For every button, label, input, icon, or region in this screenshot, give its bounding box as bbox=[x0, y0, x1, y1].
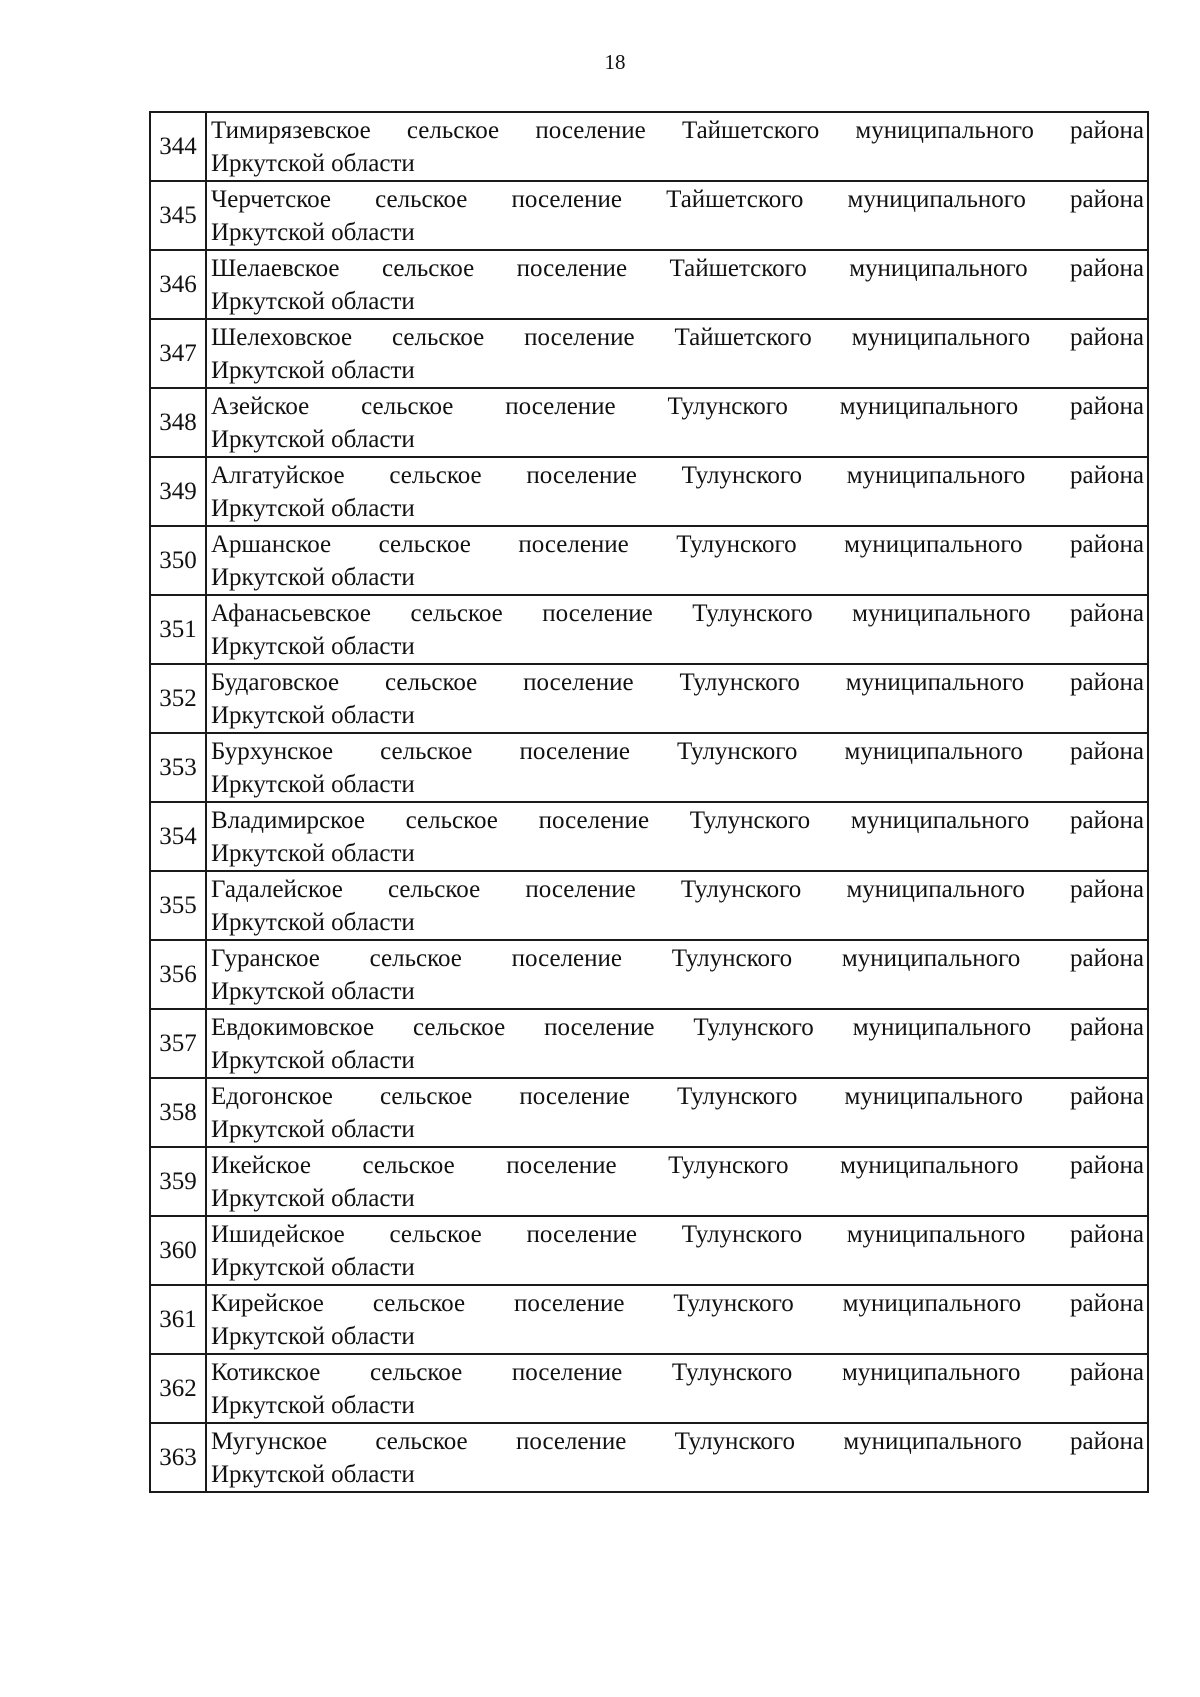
settlement-word: муниципального bbox=[852, 1013, 1032, 1041]
settlement-word: Тайшетского bbox=[674, 323, 812, 351]
settlement-name-words bbox=[211, 597, 1144, 630]
settlement-name-words bbox=[211, 1218, 1144, 1251]
table-row bbox=[150, 871, 1148, 940]
settlement-word: района bbox=[1070, 185, 1144, 213]
settlement-word: поселение bbox=[519, 1082, 630, 1110]
table-row bbox=[150, 181, 1148, 250]
settlement-name-cell bbox=[206, 1423, 1148, 1492]
settlement-name-words bbox=[211, 1425, 1144, 1458]
settlement-word: сельское bbox=[369, 1358, 463, 1386]
settlement-name-line1 bbox=[211, 114, 1144, 147]
settlement-word: муниципального bbox=[847, 185, 1026, 213]
settlement-name-line2: Иркутской области bbox=[211, 563, 415, 591]
settlement-word: муниципального bbox=[855, 116, 1034, 144]
settlement-word: района bbox=[1070, 806, 1144, 834]
settlement-word: поселение bbox=[526, 461, 637, 489]
settlement-word: муниципального bbox=[850, 806, 1030, 834]
table-row bbox=[150, 457, 1148, 526]
settlement-word: Тулунского bbox=[676, 530, 797, 558]
settlement-word: района bbox=[1070, 1013, 1144, 1041]
settlement-name-cell bbox=[206, 1285, 1148, 1354]
settlement-word: поселение bbox=[542, 599, 653, 627]
settlement-word: Тулунского bbox=[681, 461, 803, 489]
settlement-name-cell bbox=[206, 457, 1148, 526]
settlement-name-line1 bbox=[211, 528, 1144, 561]
settlement-word: сельское bbox=[372, 1289, 466, 1317]
settlement-word: сельское bbox=[375, 1427, 468, 1455]
settlement-name-line1 bbox=[211, 1287, 1144, 1320]
settlement-name-line2: Иркутской области bbox=[211, 977, 415, 1005]
settlement-word: Мугунское bbox=[211, 1427, 328, 1455]
settlement-word: сельское bbox=[410, 599, 503, 627]
settlement-word: муниципального bbox=[839, 392, 1019, 420]
settlement-word: Шелеховское bbox=[211, 323, 353, 351]
settlement-name-words bbox=[211, 1149, 1144, 1182]
settlement-word: сельское bbox=[380, 737, 473, 765]
settlement-name-words bbox=[211, 114, 1144, 147]
table-body bbox=[150, 112, 1148, 1492]
settlement-word: сельское bbox=[406, 116, 500, 144]
row-number: 348 bbox=[150, 388, 206, 457]
row-number: 357 bbox=[150, 1009, 206, 1078]
row-number: 345 bbox=[150, 181, 206, 250]
settlement-name-cell bbox=[206, 1147, 1148, 1216]
row-number: 358 bbox=[150, 1078, 206, 1147]
settlement-name-line2: Иркутской области bbox=[211, 149, 415, 177]
row-number: 350 bbox=[150, 526, 206, 595]
settlement-word: района bbox=[1070, 1427, 1144, 1455]
settlement-name-line2: Иркутской области bbox=[211, 1184, 415, 1212]
settlement-word: Ишидейское bbox=[211, 1220, 345, 1248]
settlement-word: муниципального bbox=[851, 323, 1031, 351]
table-row bbox=[150, 526, 1148, 595]
settlement-name-cell bbox=[206, 1216, 1148, 1285]
settlement-word: района bbox=[1070, 1220, 1144, 1248]
settlement-word: района bbox=[1070, 1289, 1144, 1317]
table-row bbox=[150, 388, 1148, 457]
settlement-word: Едогонское bbox=[211, 1082, 333, 1110]
settlement-word: Алгатуйское bbox=[211, 461, 345, 489]
settlement-name-line2: Иркутской области bbox=[211, 770, 415, 798]
settlement-name-line2: Иркутской области bbox=[211, 701, 415, 729]
settlement-word: Тулунского bbox=[668, 1151, 789, 1179]
settlement-word: района bbox=[1070, 461, 1144, 489]
table-row bbox=[150, 802, 1148, 871]
settlement-word: сельское bbox=[378, 530, 471, 558]
settlement-name-line2: Иркутской области bbox=[211, 908, 415, 936]
row-number: 359 bbox=[150, 1147, 206, 1216]
settlement-word: муниципального bbox=[841, 1358, 1021, 1386]
table-row bbox=[150, 595, 1148, 664]
settlement-word: сельское bbox=[412, 1013, 506, 1041]
settlement-name-line1 bbox=[211, 735, 1144, 768]
table-row bbox=[150, 940, 1148, 1009]
settlement-word: муниципального bbox=[840, 1151, 1019, 1179]
settlement-word: сельское bbox=[375, 185, 468, 213]
settlement-name-words bbox=[211, 1287, 1144, 1320]
settlement-word: сельское bbox=[389, 461, 482, 489]
settlement-name-line2: Иркутской области bbox=[211, 839, 415, 867]
settlement-name-cell bbox=[206, 1078, 1148, 1147]
table-row bbox=[150, 1354, 1148, 1423]
settlement-word: Тулунского bbox=[693, 1013, 814, 1041]
settlement-name-words bbox=[211, 459, 1144, 492]
settlement-word: муниципального bbox=[843, 1427, 1022, 1455]
settlement-name-words bbox=[211, 873, 1144, 906]
settlement-word: Тулунского bbox=[681, 1220, 803, 1248]
settlement-word: сельское bbox=[380, 1082, 473, 1110]
settlement-word: Тулунского bbox=[679, 668, 800, 696]
settlement-word: Черчетское bbox=[211, 185, 331, 213]
settlement-word: района bbox=[1070, 116, 1144, 144]
settlement-word: района bbox=[1070, 875, 1144, 903]
row-number: 351 bbox=[150, 595, 206, 664]
settlement-name-line1 bbox=[211, 1218, 1144, 1251]
settlement-name-line2: Иркутской области bbox=[211, 425, 415, 453]
row-number: 361 bbox=[150, 1285, 206, 1354]
settlement-word: муниципального bbox=[846, 461, 1026, 489]
settlement-name-line2: Иркутской области bbox=[211, 287, 415, 315]
settlement-word: Тулунского bbox=[692, 599, 813, 627]
settlement-word: района bbox=[1070, 1151, 1144, 1179]
row-number: 362 bbox=[150, 1354, 206, 1423]
row-number: 352 bbox=[150, 664, 206, 733]
settlement-word: района bbox=[1070, 530, 1144, 558]
settlements-table bbox=[149, 111, 1149, 1493]
settlement-name-cell bbox=[206, 181, 1148, 250]
settlement-name-line1 bbox=[211, 942, 1144, 975]
settlement-name-line2: Иркутской области bbox=[211, 218, 415, 246]
settlement-word: муниципального bbox=[844, 530, 1023, 558]
settlement-name-words bbox=[211, 390, 1144, 423]
table-row bbox=[150, 1009, 1148, 1078]
table-row bbox=[150, 1216, 1148, 1285]
settlement-name-line1 bbox=[211, 666, 1144, 699]
row-number: 344 bbox=[150, 112, 206, 181]
settlement-word: сельское bbox=[361, 392, 454, 420]
settlement-word: Азейское bbox=[211, 392, 310, 420]
settlement-word: Кирейское bbox=[211, 1289, 324, 1317]
settlement-word: поселение bbox=[515, 1427, 627, 1455]
settlement-word: Тулунского bbox=[680, 875, 802, 903]
table-row bbox=[150, 112, 1148, 181]
settlement-name-line1 bbox=[211, 873, 1144, 906]
settlement-name-cell bbox=[206, 733, 1148, 802]
settlement-name-words bbox=[211, 528, 1144, 561]
settlement-word: муниципального bbox=[852, 599, 1031, 627]
settlement-name-cell bbox=[206, 1009, 1148, 1078]
settlement-name-line2: Иркутской области bbox=[211, 494, 415, 522]
settlement-word: района bbox=[1070, 668, 1144, 696]
settlement-name-words bbox=[211, 1080, 1144, 1113]
settlement-word: поселение bbox=[505, 392, 616, 420]
settlement-word: муниципального bbox=[844, 737, 1023, 765]
settlement-word: муниципального bbox=[846, 875, 1025, 903]
settlement-name-cell bbox=[206, 1354, 1148, 1423]
table-row bbox=[150, 250, 1148, 319]
settlement-word: поселение bbox=[544, 1013, 655, 1041]
table-row bbox=[150, 1285, 1148, 1354]
settlement-name-line1 bbox=[211, 390, 1144, 423]
settlement-word: сельское bbox=[387, 875, 481, 903]
settlement-name-cell bbox=[206, 250, 1148, 319]
settlement-word: сельское bbox=[392, 323, 485, 351]
settlement-word: Евдокимовское bbox=[211, 1013, 375, 1041]
settlement-name-line2: Иркутской области bbox=[211, 1391, 415, 1419]
table-row bbox=[150, 1423, 1148, 1492]
settlement-name-words bbox=[211, 183, 1144, 216]
settlement-name-words bbox=[211, 321, 1144, 354]
settlement-name-line1 bbox=[211, 597, 1144, 630]
row-number: 360 bbox=[150, 1216, 206, 1285]
settlement-word: Тулунского bbox=[689, 806, 811, 834]
settlement-word: Тулунского bbox=[667, 392, 788, 420]
settlement-word: района bbox=[1070, 323, 1144, 351]
settlement-name-line1 bbox=[211, 183, 1144, 216]
settlement-word: поселение bbox=[538, 806, 650, 834]
settlement-name-line1 bbox=[211, 321, 1144, 354]
row-number: 354 bbox=[150, 802, 206, 871]
settlement-name-line2: Иркутской области bbox=[211, 1046, 415, 1074]
settlement-word: поселение bbox=[516, 254, 628, 282]
settlement-word: муниципального bbox=[842, 1289, 1022, 1317]
table-row bbox=[150, 1147, 1148, 1216]
settlement-name-line1 bbox=[211, 459, 1144, 492]
settlement-word: Котикское bbox=[211, 1358, 321, 1386]
row-number: 363 bbox=[150, 1423, 206, 1492]
settlement-word: сельское bbox=[362, 1151, 455, 1179]
settlement-name-line1 bbox=[211, 1149, 1144, 1182]
settlement-name-line1 bbox=[211, 1080, 1144, 1113]
settlement-word: Тулунского bbox=[671, 944, 793, 972]
settlement-word: поселение bbox=[518, 530, 629, 558]
table-row bbox=[150, 319, 1148, 388]
settlement-word: Бурхунское bbox=[211, 737, 334, 765]
settlement-word: Тулунского bbox=[676, 1082, 798, 1110]
settlement-name-words bbox=[211, 1011, 1144, 1044]
settlement-word: муниципального bbox=[849, 254, 1028, 282]
settlement-name-line1 bbox=[211, 252, 1144, 285]
settlement-word: Тулунского bbox=[671, 1358, 793, 1386]
settlement-word: муниципального bbox=[846, 1220, 1026, 1248]
settlement-word: поселение bbox=[525, 875, 636, 903]
settlement-word: поселение bbox=[535, 116, 646, 144]
row-number: 353 bbox=[150, 733, 206, 802]
settlement-word: Тайшетского bbox=[666, 185, 804, 213]
settlement-word: Икейское bbox=[211, 1151, 311, 1179]
settlement-word: Тимирязевское bbox=[211, 116, 371, 144]
settlement-word: сельское bbox=[405, 806, 498, 834]
settlement-word: Гадалейское bbox=[211, 875, 343, 903]
settlement-word: района bbox=[1070, 1358, 1144, 1386]
settlement-word: поселение bbox=[526, 1220, 637, 1248]
settlement-name-line2: Иркутской области bbox=[211, 1322, 415, 1350]
settlement-word: Тулунского bbox=[677, 737, 798, 765]
settlement-word: Владимирское bbox=[211, 806, 365, 834]
settlement-word: Шелаевское bbox=[211, 254, 340, 282]
settlement-word: поселение bbox=[523, 668, 634, 696]
settlement-name-line1 bbox=[211, 1425, 1144, 1458]
settlement-word: поселение bbox=[511, 185, 622, 213]
settlement-name-cell bbox=[206, 595, 1148, 664]
settlement-name-line1 bbox=[211, 1356, 1144, 1389]
settlement-name-cell bbox=[206, 112, 1148, 181]
settlement-name-words bbox=[211, 942, 1144, 975]
settlement-name-line1 bbox=[211, 804, 1144, 837]
settlement-word: Тайшетского bbox=[681, 116, 820, 144]
settlement-name-cell bbox=[206, 940, 1148, 1009]
settlement-word: муниципального bbox=[841, 944, 1021, 972]
settlement-name-line2: Иркутской области bbox=[211, 356, 415, 384]
settlement-word: Аршанское bbox=[211, 530, 332, 558]
settlement-name-line2: Иркутской области bbox=[211, 632, 415, 660]
settlement-word: поселение bbox=[524, 323, 635, 351]
settlement-word: Тулунского bbox=[673, 1289, 794, 1317]
table-row bbox=[150, 1078, 1148, 1147]
settlement-word: поселение bbox=[506, 1151, 617, 1179]
settlement-name-words bbox=[211, 252, 1144, 285]
settlement-name-line2: Иркутской области bbox=[211, 1460, 415, 1488]
row-number: 349 bbox=[150, 457, 206, 526]
settlement-word: района bbox=[1070, 737, 1144, 765]
settlement-word: района bbox=[1070, 944, 1144, 972]
settlement-word: Тайшетского bbox=[669, 254, 807, 282]
settlement-name-line2: Иркутской области bbox=[211, 1115, 415, 1143]
settlement-word: района bbox=[1070, 599, 1144, 627]
page-number: 18 bbox=[604, 50, 626, 74]
settlement-name-cell bbox=[206, 664, 1148, 733]
row-number: 347 bbox=[150, 319, 206, 388]
settlement-word: муниципального bbox=[845, 668, 1025, 696]
settlement-word: района bbox=[1070, 1082, 1144, 1110]
settlement-word: поселение bbox=[514, 1289, 625, 1317]
settlement-name-words bbox=[211, 804, 1144, 837]
table-row bbox=[150, 733, 1148, 802]
settlement-word: Тулунского bbox=[674, 1427, 796, 1455]
settlement-word: сельское bbox=[385, 668, 478, 696]
settlement-name-cell bbox=[206, 871, 1148, 940]
settlement-name-cell bbox=[206, 526, 1148, 595]
settlement-word: сельское bbox=[381, 254, 475, 282]
settlement-word: Гуранское bbox=[211, 944, 320, 972]
settlement-word: поселение bbox=[511, 1358, 623, 1386]
settlement-name-words bbox=[211, 1356, 1144, 1389]
settlement-word: района bbox=[1070, 254, 1144, 282]
settlement-word: муниципального bbox=[844, 1082, 1023, 1110]
table-row bbox=[150, 664, 1148, 733]
row-number: 356 bbox=[150, 940, 206, 1009]
settlement-word: Будаговское bbox=[211, 668, 340, 696]
row-number: 355 bbox=[150, 871, 206, 940]
settlement-name-line2: Иркутской области bbox=[211, 1253, 415, 1281]
settlement-word: сельское bbox=[369, 944, 462, 972]
settlement-name-line1 bbox=[211, 1011, 1144, 1044]
settlement-name-cell bbox=[206, 388, 1148, 457]
settlement-name-words bbox=[211, 735, 1144, 768]
settlement-word: поселение bbox=[519, 737, 630, 765]
settlement-word: района bbox=[1070, 392, 1144, 420]
settlement-name-cell bbox=[206, 802, 1148, 871]
settlement-name-cell bbox=[206, 319, 1148, 388]
row-number: 346 bbox=[150, 250, 206, 319]
settlement-word: сельское bbox=[389, 1220, 482, 1248]
settlement-word: поселение bbox=[511, 944, 623, 972]
settlement-name-words bbox=[211, 666, 1144, 699]
settlement-word: Афанасьевское bbox=[211, 599, 371, 627]
